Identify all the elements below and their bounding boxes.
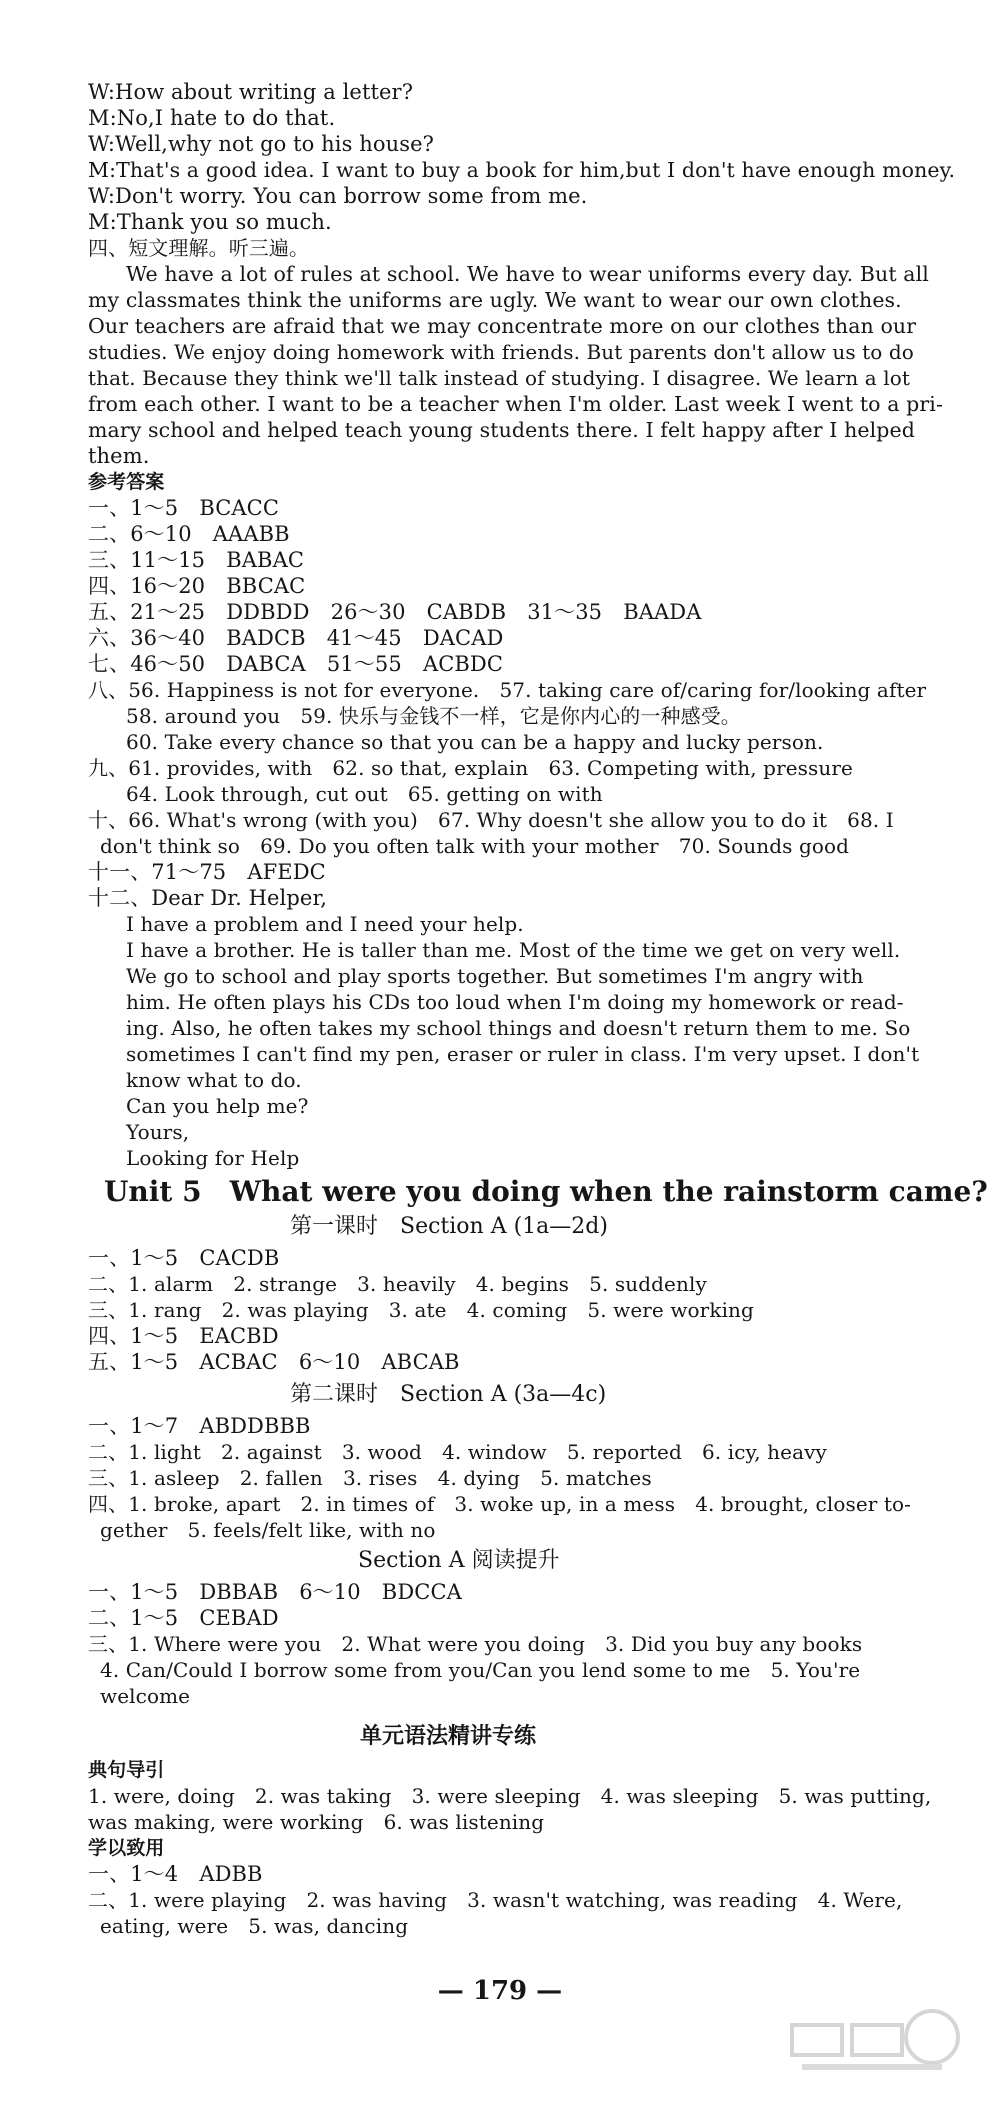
letter-line: Can you help me? bbox=[126, 1094, 309, 1118]
letter-line: ing. Also, he often takes my school things and doesn't return them to me. So bbox=[126, 1016, 911, 1040]
letter-line: sometimes I can't find my pen, eraser or ruler in class. I'm very upset. I don't bbox=[126, 1042, 920, 1066]
letter-line: I have a brother. He is taller than me. Most of the time we get on very well. bbox=[126, 938, 901, 962]
watermark-logo-icon bbox=[772, 2005, 972, 2085]
passage-line: from each other. I want to be a teacher when I'm older. Last week I went to a pri- bbox=[88, 392, 943, 416]
watermark-logo bbox=[772, 2005, 972, 2085]
passage-line: We have a lot of rules at school. We have to wear uniforms every day. But all bbox=[126, 262, 929, 286]
lesson2-line: 二、1. light 2. against 3. wood 4. window 5. reported 6. icy, heavy bbox=[88, 1440, 827, 1464]
answer-line: 五、21～25 DDBDD 26～30 CABDB 31～35 BAADA bbox=[88, 600, 702, 624]
answer-line: 58. around you 59. 快乐与金钱不一样，它是你内心的一种感受。 bbox=[126, 704, 741, 728]
passage-line: mary school and helped teach young students there. I felt happy after I helped bbox=[88, 418, 915, 442]
lesson1-line: 五、1～5 ACBAC 6～10 ABCAB bbox=[88, 1350, 460, 1374]
reading-line: 二、1～5 CEBAD bbox=[88, 1606, 279, 1630]
answer-line: 三、11～15 BABAC bbox=[88, 548, 305, 572]
typical-line: 1. were, doing 2. was taking 3. were sleeping 4. was sleeping 5. was putting, bbox=[88, 1784, 932, 1808]
lesson1-line: 三、1. rang 2. was playing 3. ate 4. coming 5. were working bbox=[88, 1298, 754, 1322]
answer-line: 一、1～5 BCACC bbox=[88, 496, 280, 520]
letter-line: know what to do. bbox=[126, 1068, 302, 1092]
letter-line: Looking for Help bbox=[126, 1146, 300, 1170]
lesson2-line: 三、1. asleep 2. fallen 3. rises 4. dying 5. matches bbox=[88, 1466, 652, 1490]
answer-line: 七、46～50 DABCA 51～55 ACBDC bbox=[88, 652, 504, 676]
answer-line: 二、6～10 AAABB bbox=[88, 522, 290, 546]
lesson2-line: 四、1. broke, apart 2. in times of 3. woke up, in a mess 4. brought, closer to- bbox=[88, 1492, 912, 1516]
answer-line: 十、66. What's wrong (with you) 67. Why doesn't she allow you to do it 68. I bbox=[88, 808, 894, 832]
answer-line: 四、16～20 BBCAC bbox=[88, 574, 306, 598]
reading-line: welcome bbox=[100, 1684, 191, 1708]
lesson1-line: 二、1. alarm 2. strange 3. heavily 4. begins 5. suddenly bbox=[88, 1272, 707, 1296]
reading-heading: Section A 阅读提升 bbox=[358, 1548, 560, 1573]
typical-label: 典句导引 bbox=[88, 1759, 165, 1781]
answer-line: 六、36～40 BADCB 41～45 DACAD bbox=[88, 626, 504, 650]
answer-line: 十二、Dear Dr. Helper, bbox=[88, 886, 328, 910]
passage-line: studies. We enjoy doing homework with friends. But parents don't allow us to do bbox=[88, 340, 914, 364]
dialogue-line: W:Well,why not go to his house? bbox=[88, 132, 435, 156]
dialogue-line: W:How about writing a letter? bbox=[88, 80, 414, 104]
unit-title: Unit 5 What were you doing when the rainstorm came? bbox=[104, 1175, 988, 1208]
dialogue-line: M:That's a good idea. I want to buy a book for him,but I don't have enough money. bbox=[88, 158, 956, 182]
reading-line: 三、1. Where were you 2. What were you doing 3. Did you buy any books bbox=[88, 1632, 863, 1656]
dialogue-line: M:Thank you so much. bbox=[88, 210, 332, 234]
answer-line: 十一、71～75 AFEDC bbox=[88, 860, 326, 884]
dialogue-line: M:No,I hate to do that. bbox=[88, 106, 336, 130]
apply-label: 学以致用 bbox=[88, 1837, 165, 1859]
apply-line: 一、1～4 ADBB bbox=[88, 1862, 263, 1886]
reading-line: 一、1～5 DBBAB 6～10 BDCCA bbox=[88, 1580, 462, 1604]
part4-heading: 四、短文理解。听三遍。 bbox=[88, 236, 310, 260]
grammar-heading: 单元语法精讲专练 bbox=[360, 1724, 537, 1749]
answer-line: 九、61. provides, with 62. so that, explain 63. Competing with, pressure bbox=[88, 756, 853, 780]
letter-line: Yours, bbox=[126, 1120, 190, 1144]
lesson1-heading: 第一课时 Section A (1a—2d) bbox=[290, 1214, 608, 1239]
passage-line: Our teachers are afraid that we may concentrate more on our clothes than our bbox=[88, 314, 917, 338]
answer-line: don't think so 69. Do you often talk with your mother 70. Sounds good bbox=[100, 834, 850, 858]
apply-line: eating, were 5. was, dancing bbox=[100, 1914, 409, 1938]
letter-line: We go to school and play sports together. But sometimes I'm angry with bbox=[126, 964, 864, 988]
reading-line: 4. Can/Could I borrow some from you/Can you lend some to me 5. You're bbox=[100, 1658, 861, 1682]
letter-line: him. He often plays his CDs too loud when I'm doing my homework or read- bbox=[126, 990, 904, 1014]
answer-line: 60. Take every chance so that you can be a happy and lucky person. bbox=[126, 730, 824, 754]
lesson1-line: 一、1～5 CACDB bbox=[88, 1246, 280, 1270]
lesson1-line: 四、1～5 EACBD bbox=[88, 1324, 279, 1348]
answer-line: 64. Look through, cut out 65. getting on with bbox=[126, 782, 603, 806]
answers-label: 参考答案 bbox=[88, 471, 165, 493]
lesson2-line: gether 5. feels/felt like, with no bbox=[100, 1518, 436, 1542]
passage-line: them. bbox=[88, 444, 150, 468]
apply-line: 二、1. were playing 2. was having 3. wasn't watching, was reading 4. Were, bbox=[88, 1888, 903, 1912]
letter-line: I have a problem and I need your help. bbox=[126, 912, 524, 936]
passage-line: that. Because they think we'll talk instead of studying. I disagree. We learn a lot bbox=[88, 366, 911, 390]
lesson2-heading: 第二课时 Section A (3a—4c) bbox=[290, 1382, 607, 1407]
lesson2-line: 一、1～7 ABDDBBB bbox=[88, 1414, 311, 1438]
passage-line: my classmates think the uniforms are ugly. We want to wear our own clothes. bbox=[88, 288, 902, 312]
dialogue-line: W:Don't worry. You can borrow some from me. bbox=[88, 184, 588, 208]
page-number: — 179 — bbox=[437, 1976, 563, 2006]
typical-line: was making, were working 6. was listening bbox=[88, 1810, 545, 1834]
answer-line: 八、56. Happiness is not for everyone. 57. taking care of/caring for/looking after bbox=[88, 678, 927, 702]
